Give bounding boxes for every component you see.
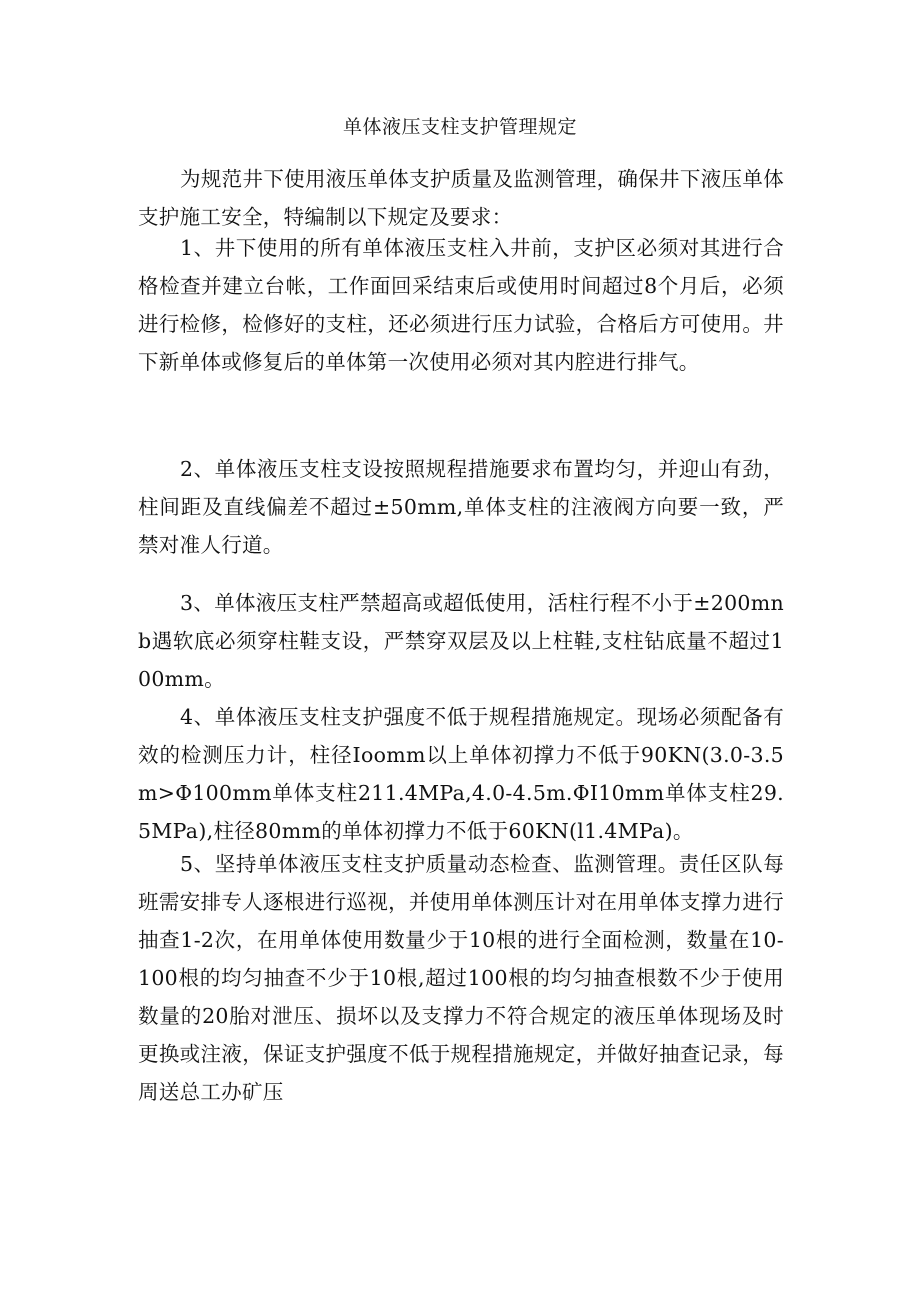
rule-paragraph-4: 4、单体液压支柱支护强度不低于规程措施规定。现场必须配备有效的检测压力计，柱径Ioomm以上单体初撑力不低于90KN(3.0-3.5m>Φ100mm单体支柱211.4MPa,4.0-4.5m.ΦI10mm单体支柱29.5MPa),柱径80mm的单体初撑力不低于60KN(l1.4MPa)。: [138, 705, 784, 843]
rule-paragraph-2: 2、单体液压支柱支设按照规程措施要求布置均匀，并迎山有劲，柱间距及直线偏差不超过±50mm,单体支柱的注液阀方向要一致，严禁对准人行道。: [138, 457, 784, 557]
document-title: 单体液压支柱支护管理规定: [342, 116, 577, 138]
rule-paragraph-3: 3、单体液压支柱严禁超高或超低使用，活柱行程不小于±200mnb遇软底必须穿柱鞋支设，严禁穿双层及以上柱鞋,支柱钻底量不超过100mm。: [138, 591, 784, 691]
intro-paragraph: 为规范井下使用液压单体支护质量及监测管理，确保井下液压单体支护施工安全，特编制以下规定及要求：: [138, 167, 784, 229]
rule-paragraph-1: 1、井下使用的所有单体液压支柱入井前，支护区必须对其进行合格检查并建立台帐，工作面回采结束后或使用时间超过8个月后，必须进行检修，检修好的支柱，还必须进行压力试验，合格后方可使用。井下新单体或修复后的单体第一次使用必须对其内腔进行排气。: [138, 236, 784, 374]
rule-paragraph-5: 5、坚持单体液压支柱支护质量动态检查、监测管理。责任区队每班需安排专人逐根进行巡视，并使用单体测压计对在用单体支撑力进行抽查1-2次，在用单体使用数量少于10根的进行全面检测，数量在10-100根的均匀抽查不少于10根,超过100根的均匀抽查根数不少于使用数量的20胎对泄压、损坏以及支撑力不符合规定的液压单体现场及时更换或注液，保证支护强度不低于规程措施规定，并做好抽查记录，每周送总工办矿压: [138, 852, 784, 1104]
